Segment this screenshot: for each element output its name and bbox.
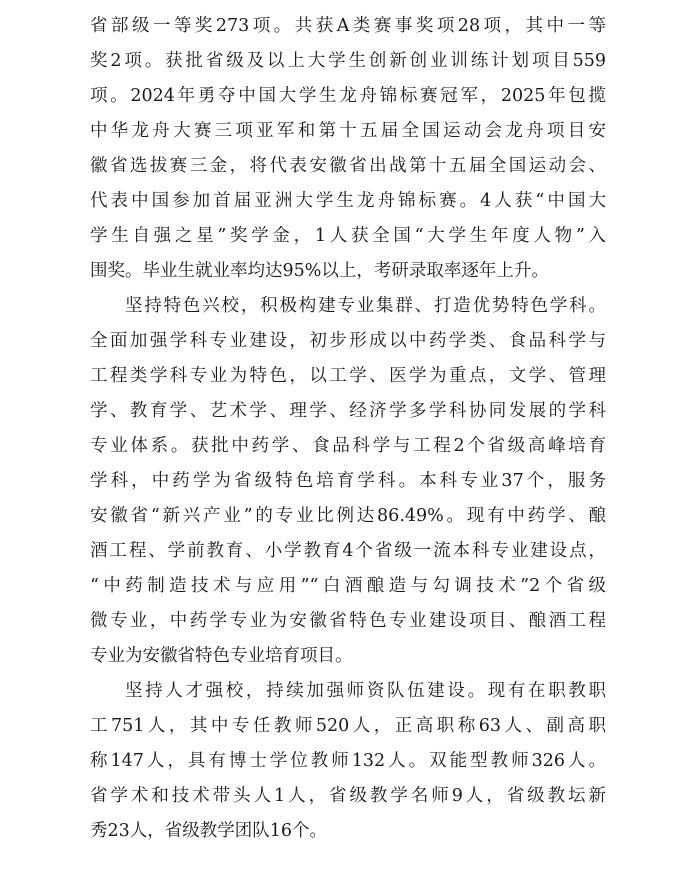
text-line: 全面加强学科专业建设，初步形成以中药学类、食品科学与 <box>90 331 606 351</box>
text-line: 围奖。毕业生就业率均达95%以上，考研录取率逐年上升。 <box>90 261 549 281</box>
text-line: 项。2024年勇夺中国大学生龙舟锦标赛冠军，2025年包揽 <box>90 86 606 106</box>
text-line: 工程类学科专业为特色，以工学、医学为重点，文学、管理 <box>90 366 606 386</box>
text-line: 学生自强之星”奖学金，1人获全国“大学生年度人物”入 <box>90 226 606 246</box>
text-line: 徽省选拔赛三金，将代表安徽省出战第十五届全国运动会、 <box>90 156 606 176</box>
paragraph-first-line: 坚持人才强校，持续加强师资队伍建设。现有在职教职 <box>125 681 606 701</box>
text-line: 工751人，其中专任教师520人，正高职称63人、副高职 <box>90 716 606 736</box>
text-line: 秀23人，省级教学团队16个。 <box>90 821 328 841</box>
text-line: 学、教育学、艺术学、理学、经济学多学科协同发展的学科 <box>90 401 606 421</box>
text-line: 安徽省“新兴产业”的专业比例达86.49%。现有中药学、酿 <box>90 506 606 526</box>
paragraph-first-line: 坚持特色兴校，积极构建专业集群、打造优势特色学科。 <box>125 296 606 316</box>
text-line: “中药制造技术与应用”“白酒酿造与勾调技术”2个省级 <box>90 576 606 596</box>
text-line: 微专业，中药学专业为安徽省特色专业建设项目、酿酒工程 <box>90 611 606 631</box>
text-line: 酒工程、学前教育、小学教育4个省级一流本科专业建设点， <box>90 541 606 561</box>
text-line: 代表中国参加首届亚洲大学生龙舟锦标赛。4人获“中国大 <box>90 191 606 211</box>
text-line: 中华龙舟大赛三项亚军和第十五届全国运动会龙舟项目安 <box>90 121 606 141</box>
text-line: 省学术和技术带头人1人，省级教学名师9人，省级教坛新 <box>90 786 606 806</box>
text-line: 专业体系。获批中药学、食品科学与工程2个省级高峰培育 <box>90 436 606 456</box>
text-line: 省部级一等奖273项。共获A类赛事奖项28项，其中一等 <box>90 16 606 36</box>
text-line: 奖2项。获批省级及以上大学生创新创业训练计划项目559 <box>90 51 606 71</box>
text-line: 称147人，具有博士学位教师132人。双能型教师326人。 <box>90 751 606 771</box>
text-line: 学科，中药学为省级特色培育学科。本科专业37个，服务 <box>90 471 606 491</box>
text-line: 专业为安徽省特色专业培育项目。 <box>90 646 353 666</box>
